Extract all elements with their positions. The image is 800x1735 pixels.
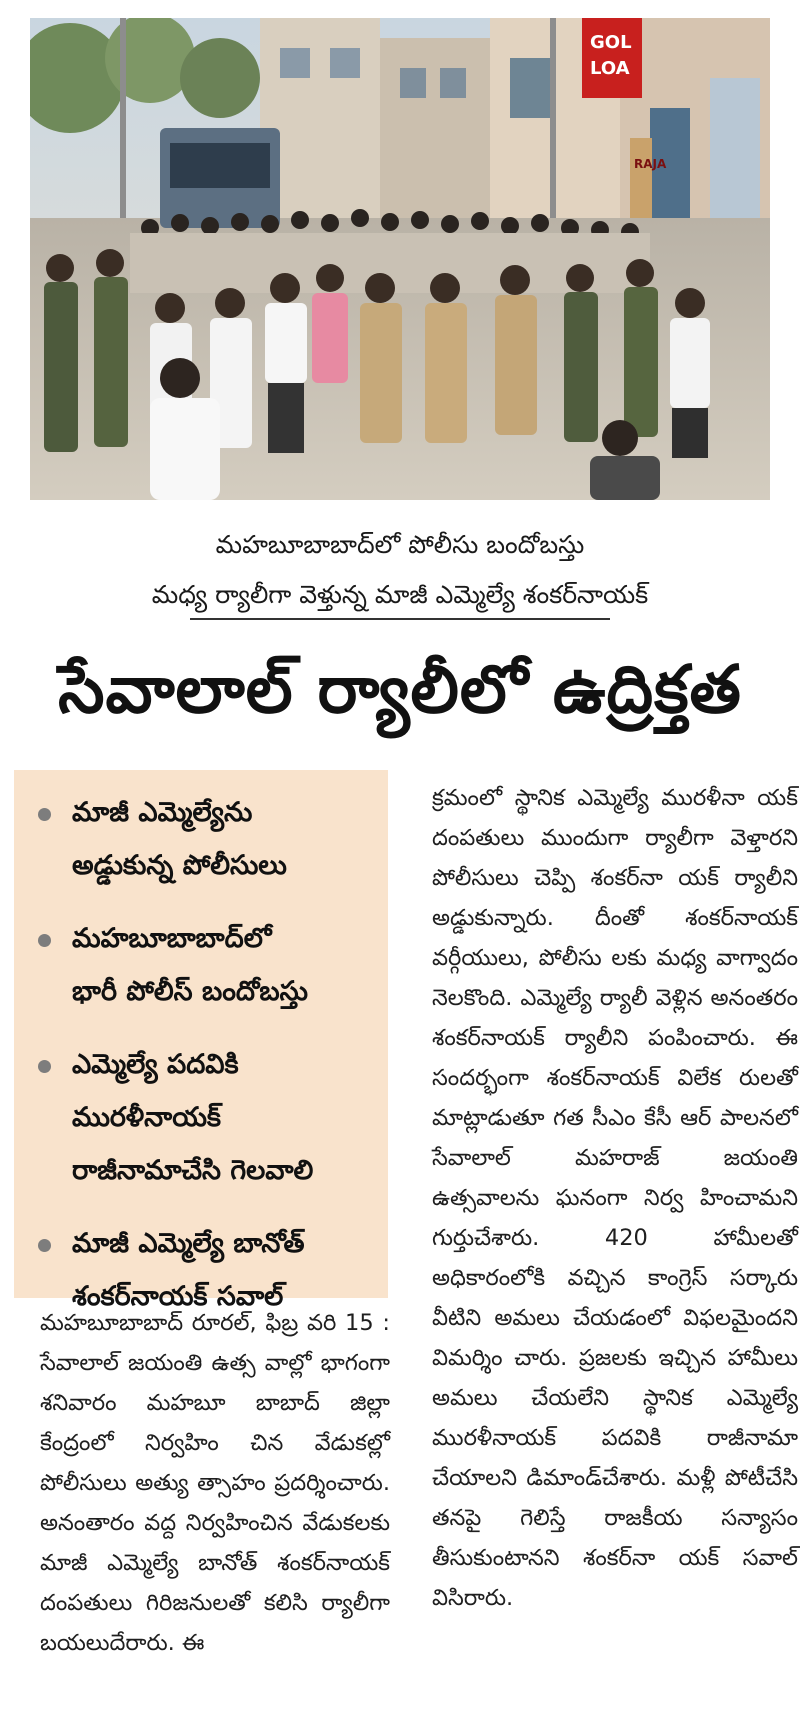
highlight-text: మాజీ ఎమ్మెల్యే బానోత్ శంకర్‌నాయక్ సవాల్ [72,1228,305,1312]
bullet-icon [38,934,51,947]
highlight-item [14,1022,388,1201]
article-body-left: మహబూబాబాద్ రూరల్, ఫిబ్ర వరి 15 : సేవాలాల్ జయంతి ఉత్స వాల్లో భాగంగా శనివారం మహబూ బాబాద్ జిల్లా కేంద్రంలో నిర్వహిం చిన వేడుకల్లో పోలీసులు అత్యు త్సాహం ప్రదర్శించారు. అనంతారం వద్ద నిర్వహించిన వేడుకలకు మాజీ ఎమ్మెల్యే బానోత్ శంకర్‌నాయక్ దంపతులు గిరిజనులతో కలిసి ర్యాలీగా బయలుదేరారు. ఈ [40,1310,390,1656]
bullet-icon [38,1060,51,1073]
bullet-icon [38,808,51,821]
svg-text:RAJA: RAJA [634,157,667,171]
highlights-box [14,770,388,1312]
shop-sign [582,18,642,98]
highlight-text: మహబూబాబాద్‌లో భారీ పోలీస్ బందోబస్తు [72,923,308,1007]
article-body-right: క్రమంలో స్థానిక ఎమ్మెల్యే మురళీనా యక్ దంపతులు ముందుగా ర్యాలీగా వెళ్తారని పోలీసులు చెప్పి శంకర్‌నా యక్ ర్యాలీని అడ్డుకున్నారు. దీంతో శంకర్‌నాయక్ వర్గీయులు, పోలీసు లకు మధ్య వాగ్వాదం నెలకొంది. ఎమ్మెల్యే ర్యాలీ వెళ్లిన అనంతరం శంకర్‌నాయక్ ర్యాలీని పంపించారు. ఈ సందర్భంగా శంకర్‌నాయక్ విలేక రులతో మాట్లాడుతూ గత సీఎం కేసీ ఆర్ పాలనలో సేవాలాల్ మహరాజ్ జయంతి ఉత్సవాలను ఘనంగా నిర్వ హించామని గుర్తుచేశారు. 420 హామీలతో అధికారంలోకి వచ్చిన కాంగ్రెస్ సర్కారు వీటిని అమలు చేయడంలో విఫలమైందని విమర్శిం చారు. ప్రజలకు ఇచ్చిన హామీలు అమలు చేయలేని స్థానిక ఎమ్మెల్యే మురళీనాయక్ పదవికి రాజీనామా చేయాలని డిమాండ్‌చేశారు. మళ్లీ పోటీచేసి తనపై గెలిస్తే రాజకీయ సన్యాసం తీసుకుంటానని శంకర్‌నా యక్ సవాల్ విసిరారు. [432,785,798,1611]
svg-text:LOA: LOA [590,58,630,79]
svg-text:GOL: GOL [590,32,632,53]
caption-line-2: మధ్య ర్యాలీగా వెళ్తున్న మాజీ ఎమ్మెల్యే శంకర్‌నాయక్ [151,580,649,609]
caption-line-1: మహబూబాబాద్‌లో పోలీసు బందోబస్తు [215,530,585,559]
photo-caption [30,520,770,620]
news-photo [30,18,770,500]
highlight-text: మాజీ ఎమ్మెల్యేను అడ్డుకున్న పోలీసులు [72,797,287,881]
highlight-item [14,770,388,896]
highlight-text: ఎమ్మెల్యే పదవికి మురళీనాయక్ రాజీనామాచేసి గెలవాలి [72,1049,314,1186]
headline: సేవాలాల్ ర్యాలీలో ఉద్రిక్తత [58,651,742,728]
caption-divider [190,618,610,620]
highlight-item [14,896,388,1022]
bullet-icon [38,1239,51,1252]
